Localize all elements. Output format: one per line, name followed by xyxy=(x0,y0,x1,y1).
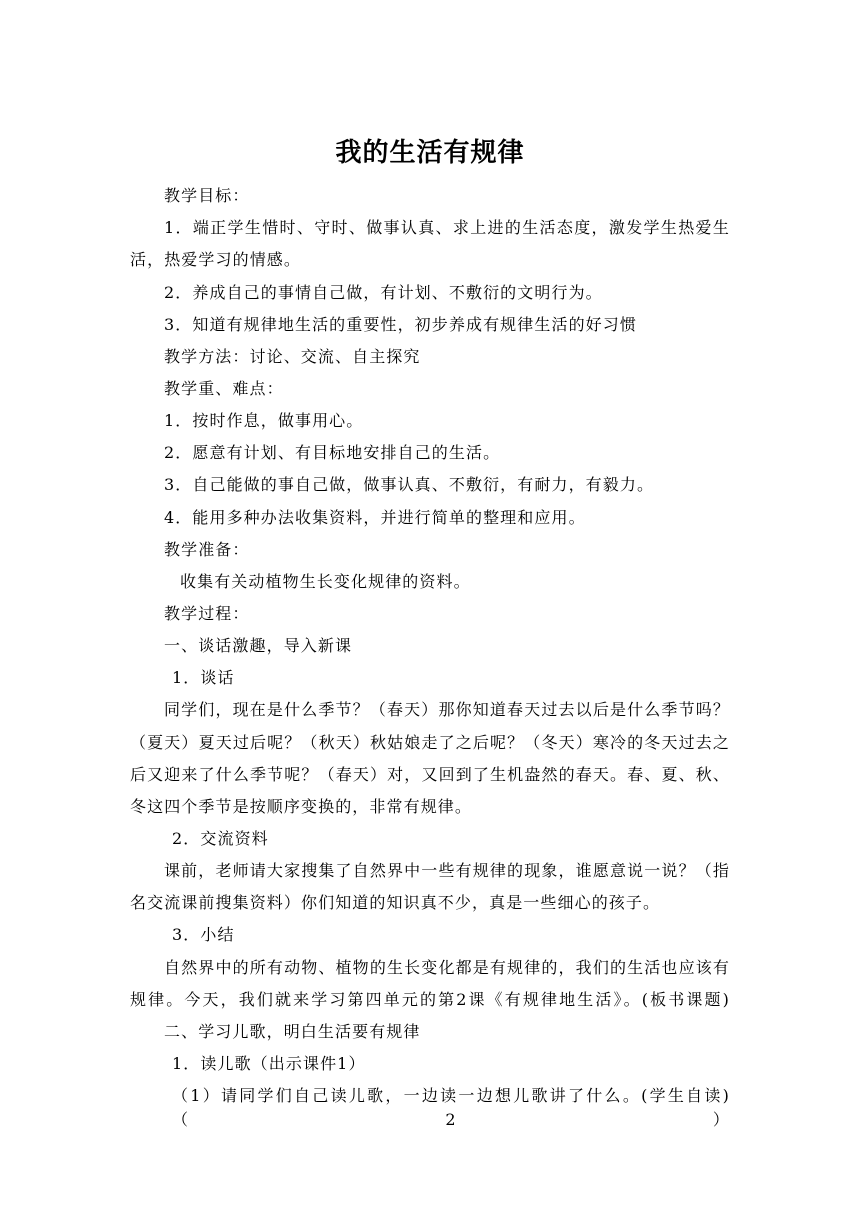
section-heading-preparation: 教学准备： xyxy=(164,540,250,559)
paragraph-line: 活，热爱学习的情感。 xyxy=(130,250,302,269)
paragraph-line: 2．养成自己的事情自己做，有计划、不敷衍的文明行为。 xyxy=(164,283,603,302)
section-heading-key-points: 教学重、难点： xyxy=(164,379,284,398)
section-heading-process: 教学过程： xyxy=(164,604,250,623)
document-title: 我的生活有规律 xyxy=(335,138,525,168)
paragraph-line: 冬这四个季节是按顺序变换的，非常有规律。 xyxy=(130,797,473,816)
paragraph-line: 2．愿意有计划、有目标地安排自己的生活。 xyxy=(164,443,501,462)
subsection-heading: 二、学习儿歌，明白生活要有规律 xyxy=(164,1022,421,1041)
paragraph-line: 规律。今天，我们就来学习第四单元的第2课《有规律地生活》。(板书课题) xyxy=(130,990,730,1009)
step-heading: 1．读儿歌（出示课件1） xyxy=(172,1054,366,1073)
paragraph-line: 3．自己能做的事自己做，做事认真、不敷衍，有耐力，有毅力。 xyxy=(164,475,655,494)
section-heading-objectives: 教学目标： xyxy=(164,186,250,205)
paragraph-line: （夏天）夏天过后呢？（秋天）秋姑娘走了之后呢？（冬天）寒冷的冬天过去之 xyxy=(130,733,730,752)
paragraph-line: 后又迎来了什么季节呢？（春天）对，又回到了生机盎然的春天。春、夏、秋、 xyxy=(130,765,730,784)
paragraph-line: （1）请同学们自己读儿歌，一边读一边想儿歌讲了什么。(学生自读)（2） xyxy=(172,1086,730,1129)
paragraph-line: 收集有关动植物生长变化规律的资料。 xyxy=(180,572,471,591)
paragraph-line: 名交流课前搜集资料）你们知道的知识真不少，真是一些细心的孩子。 xyxy=(130,893,661,912)
paragraph-line: 自然界中的所有动物、植物的生长变化都是有规律的，我们的生活也应该有 xyxy=(164,958,730,977)
paragraph-line: 1．按时作息，做事用心。 xyxy=(164,411,364,430)
paragraph-line: 同学们，现在是什么季节？（春天）那你知道春天过去以后是什么季节吗？ xyxy=(164,700,730,719)
section-heading-methods: 教学方法：讨论、交流、自主探究 xyxy=(164,347,421,366)
paragraph-line: 4．能用多种办法收集资料，并进行简单的整理和应用。 xyxy=(164,508,586,527)
paragraph-line: 课前，老师请大家搜集了自然界中一些有规律的现象，谁愿意说一说？（指 xyxy=(164,861,730,880)
step-heading: 1．谈话 xyxy=(172,668,235,687)
step-heading: 3．小结 xyxy=(172,925,235,944)
paragraph-line: 1．端正学生惜时、守时、做事认真、求上进的生活态度，激发学生热爱生 xyxy=(164,218,730,237)
subsection-heading: 一、谈话激趣，导入新课 xyxy=(164,636,353,655)
step-heading: 2．交流资料 xyxy=(172,829,269,848)
paragraph-line: 3．知道有规律地生活的重要性，初步养成有规律生活的好习惯 xyxy=(164,315,637,334)
